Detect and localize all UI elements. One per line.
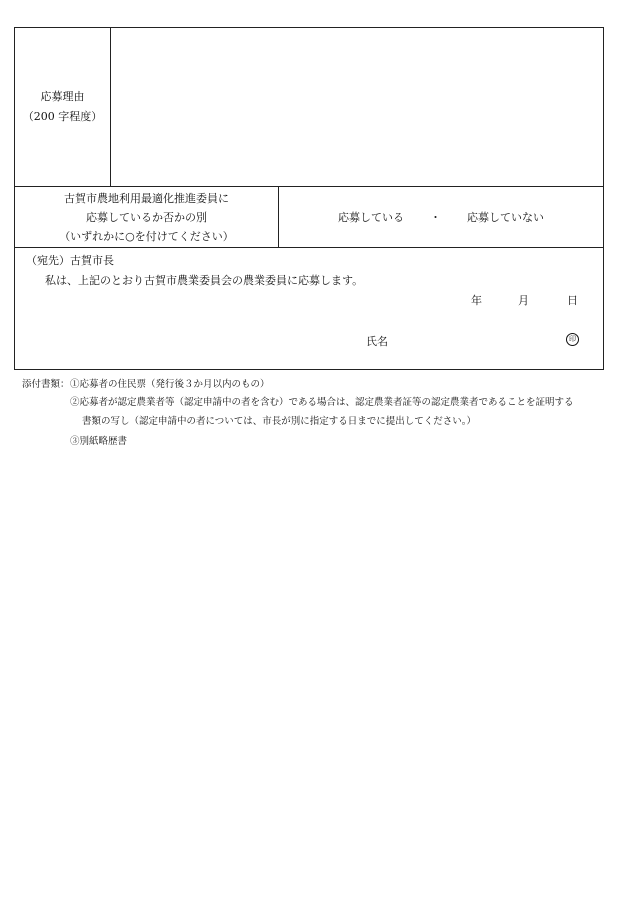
day-label: 日 — [567, 294, 578, 307]
candidacy-answer-cell — [279, 187, 603, 247]
declaration-statement: 私は、上記のとおり古賀市農業委員会の農業委員に応募します。 — [45, 274, 364, 287]
candidacy-question-line1: 古賀市農地利用最適化推進委員に — [64, 191, 229, 205]
name-label: 氏名 — [366, 335, 388, 348]
application-form-table — [14, 27, 604, 370]
option-not-applying[interactable]: 応募していない — [467, 211, 544, 224]
month-label: 月 — [518, 294, 529, 307]
candidacy-question-line2: 応募しているか否かの別 — [86, 210, 207, 224]
option-separator: ・ — [430, 211, 441, 224]
candidacy-question-cell — [15, 187, 279, 247]
attachments-heading: 添付書類： — [22, 379, 70, 390]
year-label: 年 — [471, 294, 482, 307]
option-applying[interactable]: 応募している — [338, 211, 404, 224]
attachment-item-2: ②応募者が認定農業者等（認定申請中の者を含む）である場合は、認定農業者証等の認定農業者であることを証明する — [70, 397, 574, 408]
reason-label-cell — [15, 28, 111, 186]
reason-content-field[interactable] — [111, 28, 603, 186]
candidacy-question-line3: （いずれかに○を付けてください） — [59, 229, 234, 243]
reason-label-note: （200 字程度） — [22, 110, 103, 123]
reason-row — [15, 28, 603, 187]
addressee: （宛先）古賀市長 — [26, 254, 114, 267]
attachment-item-2-cont: 書類の写し（認定申請中の者については、市長が別に指定する日までに提出してください。） — [82, 416, 477, 427]
declaration-row — [15, 248, 603, 369]
attachment-item-3: ③別紙略歴書 — [70, 436, 128, 447]
seal-mark-icon: 印 — [566, 333, 579, 346]
reason-label: 応募理由 — [40, 90, 85, 103]
date-fields — [471, 292, 581, 308]
attachment-item-1: ①応募者の住民票（発行後３か月以内のもの） — [70, 379, 270, 390]
candidacy-row — [15, 187, 603, 248]
